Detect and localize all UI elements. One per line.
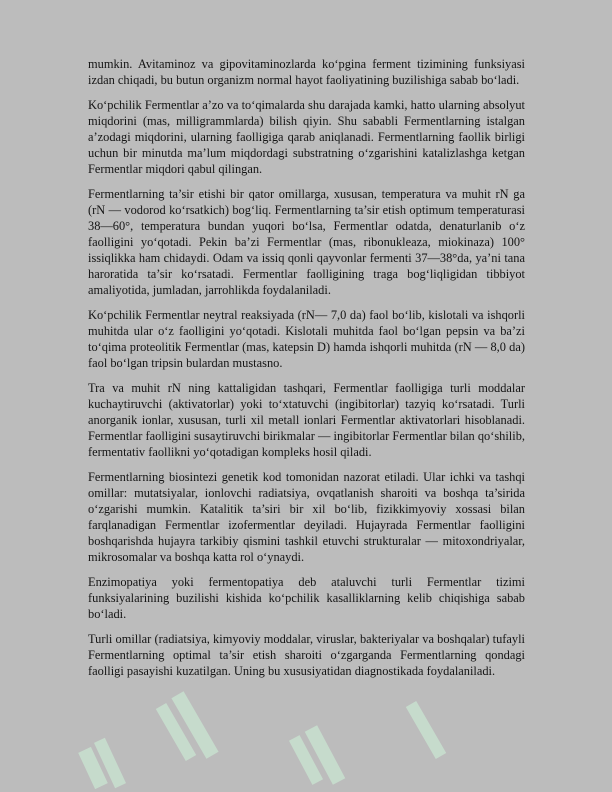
body-text xyxy=(88,56,525,688)
paragraph-2: Ko‘pchilik Fermentlar a’zo va to‘qimalarda shu darajada kamki, hatto ularning absolyut miqdorini (mas, milligrammlarda) bilish qiyin. Shu sababli Fermentlarning istalgan a’zodagi miqdorini, ularning faolligiga qarab aniqlanadi. Fermentlarning faollik birligi uchun bir minutda ma’lum miqdordagi substratning o‘zgarishini katalizlashga ketgan Fermentlar miqdori qabul qilingan. xyxy=(88,98,525,176)
paragraph-3: Fermentlarning ta’sir etishi bir qator omillarga, xususan, temperatura va muhit rN ga (rN — vodorod ko‘rsatkich) bog‘liq. Fermentlarning ta’sir etish optimum temperaturasi 38—60°, temperatura bundan yuqori bo‘lsa, Fermentlar odatda, denaturlanib o‘z faolligini yo‘qotadi. Pekin ba’zi Fermentlar (mas, ribonukleaza, miokinaza) 100° issiqlikka ham chidaydi. Odam va issiq qonli qayvonlar fermenti 37—38°da, ya’ni tana haroratida ta’sir ko‘rsatadi. Fermentlar faolligining traga bog‘liqligidan tibbiyot amaliyotida, jumladan, jarrohlikda foydalaniladi. xyxy=(88,187,525,297)
paragraph-7: Enzimopatiya yoki fermentopatiya deb ataluvchi turli Fermentlar tizimi funksiyalarining buzilishi kishida ko‘pchilik kasalliklarning kelib chiqishiga sabab bo‘ladi. xyxy=(88,575,525,621)
paragraph-6: Fermentlarning biosintezi genetik kod tomonidan nazorat etiladi. Ular ichki va tashqi omillar: mutatsiyalar, ionlovchi radiatsiya, ovqatlanish sharoiti va boshqa ta’sirida o‘zgarishi mumkin. Katalitik ta’siri bir xil bo‘lib, fizikkimyoviy xossasi bilan farqlanadigan Fermentlar izofermentlar deyiladi. Hujayrada Fermentlar faolligini boshqarishda hujayra tarkibiy qismini tashkil etuvchi strukturalar — mitoxondriyalar, mikrosomalar va boshqa katta rol o‘ynaydi. xyxy=(88,470,525,564)
paragraph-4: Ko‘pchilik Fermentlar neytral reaksiyada (rN— 7,0 da) faol bo‘lib, kislotali va ishqorli muhitda ular o‘z faolligini yo‘qotadi. Kislotali muhitda faol bo‘lgan pepsin va ba’zi to‘qima proteolitik Fermentlar (mas, katepsin D) hamda ishqorli muhitda (rN — 8,0 da) faol bo‘lgan tripsin bulardan mustasno. xyxy=(88,308,525,370)
paragraph-1: mumkin. Avitaminoz va gipovitaminozlarda ko‘pgina ferment tizimining funksiyasi izdan chiqadi, bu butun organizm normal hayot faoliyatining buzilishiga sabab bo‘ladi. xyxy=(88,57,525,87)
paragraph-5: Tra va muhit rN ning kattaligidan tashqari, Fermentlar faolligiga turli moddalar kuchaytiruvchi (aktivatorlar) yoki to‘xtatuvchi (ingibitorlar) tazyiq ko‘rsatadi. Turli anorganik ionlar, xususan, turli xil metall ionlari Fermentlar aktivatorlari hisoblanadi. Fermentlar faolligini susaytiruvchi birikmalar — ingibitorlar Fermentlar bilan qo‘shilib, fermentativ faollikni yo‘qotadigan kompleks hosil qiladi. xyxy=(88,381,525,459)
paragraph-8: Turli omillar (radiatsiya, kimyoviy moddalar, viruslar, bakteriyalar va boshqalar) tufayli Fermentlarning optimal ta’sir etish sharoiti o‘zgarganda Fermentlarning qondagi faolligi pasayishi kuzatilgan. Uning bu xususiyatidan diagnostikada foydalaniladi. xyxy=(88,632,525,678)
